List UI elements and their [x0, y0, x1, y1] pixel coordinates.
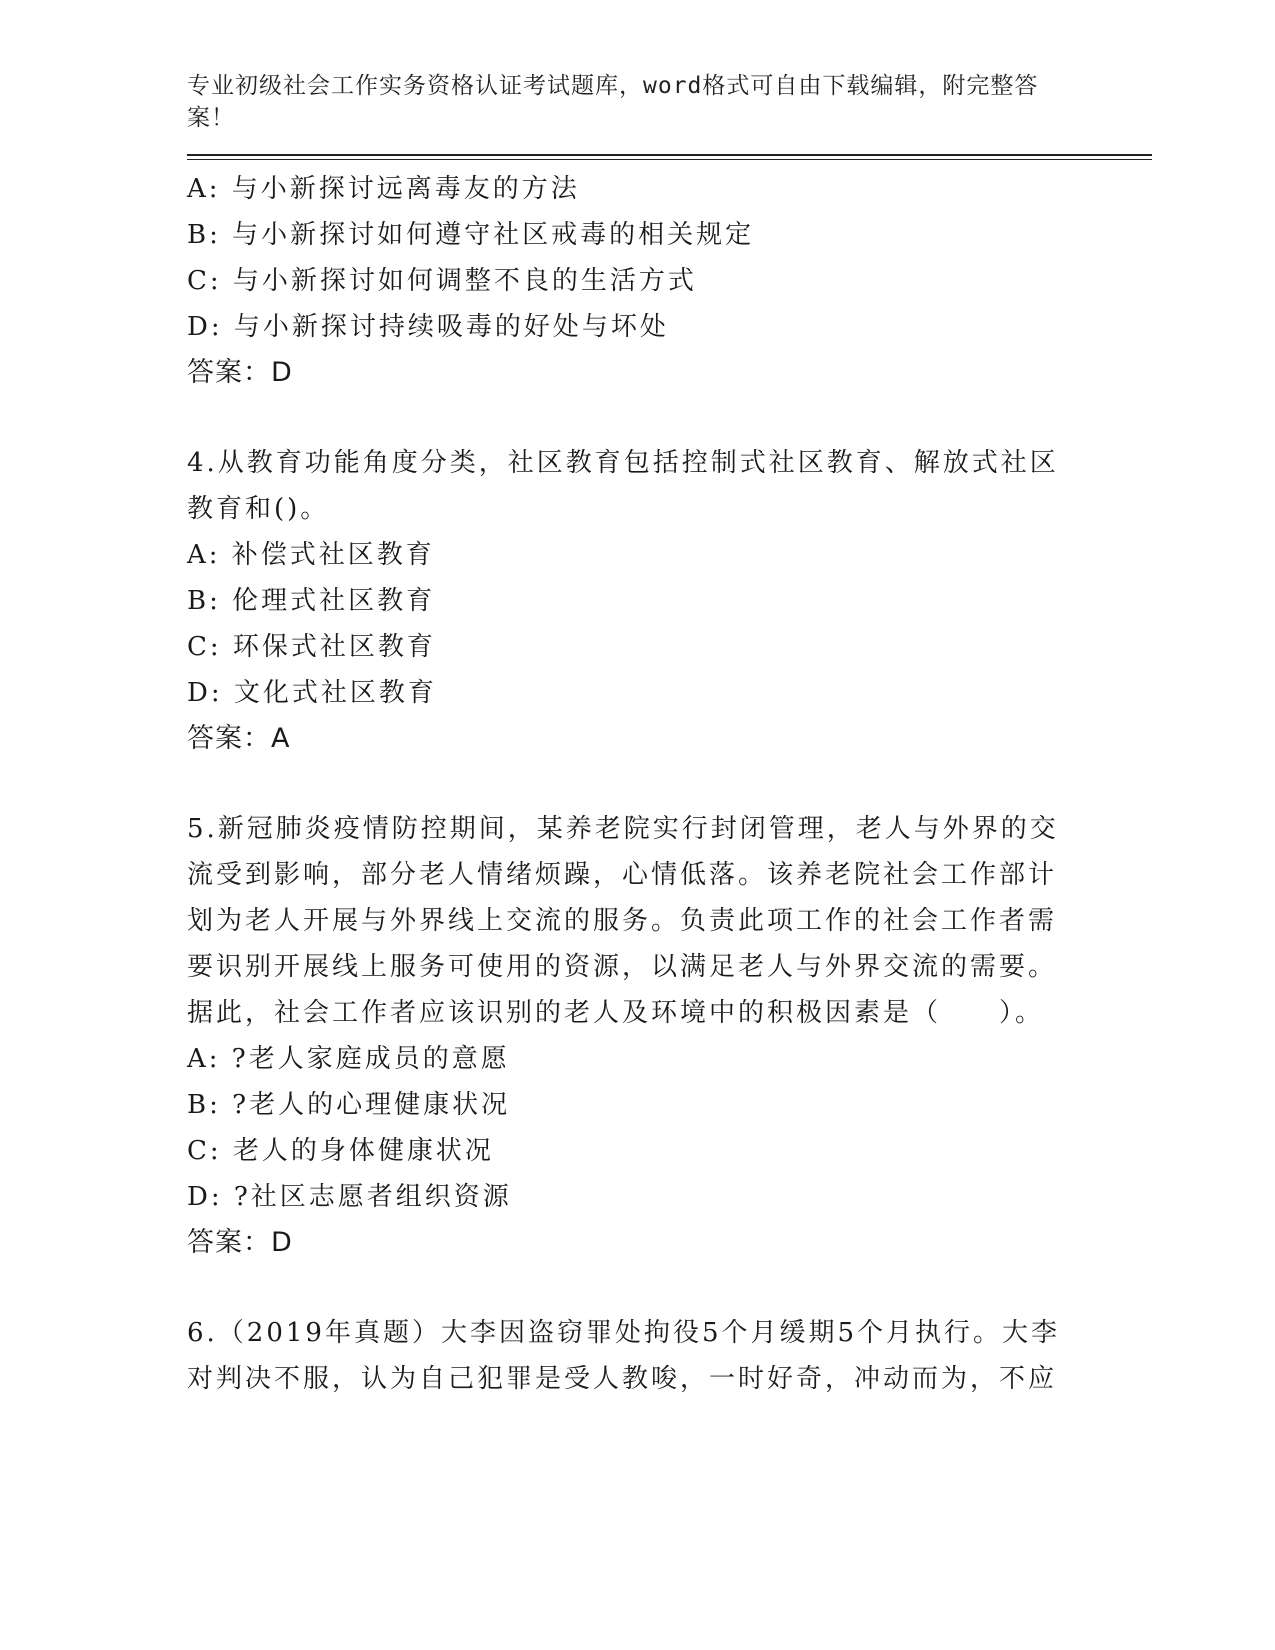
document-header: 专业初级社会工作实务资格认证考试题库，word格式可自由下载编辑，附完整答案！	[187, 73, 1039, 131]
option-c: C: 与小新探讨如何调整不良的生活方式	[187, 266, 697, 296]
option-a: A: ?老人家庭成员的意愿	[187, 1044, 510, 1074]
option-d: D: ?社区志愿者组织资源	[187, 1182, 512, 1212]
option-b: B: ?老人的心理健康状况	[187, 1090, 511, 1120]
header-divider	[187, 154, 1152, 160]
question-list	[187, 166, 1087, 1402]
question-block-4	[187, 440, 1087, 762]
option-d: D: 与小新探讨持续吸毒的好处与坏处	[187, 312, 669, 342]
option-a: A: 补偿式社区教育	[187, 540, 435, 570]
option-b: B: 与小新探讨如何遵守社区戒毒的相关规定	[187, 220, 755, 250]
option-c: C: 老人的身体健康状况	[187, 1136, 494, 1166]
option-b: B: 伦理式社区教育	[187, 586, 436, 616]
question-text: 5.新冠肺炎疫情防控期间，某养老院实行封闭管理，老人与外界的交流受到影响，部分老人情绪烦躁，心情低落。该养老院社会工作部计划为老人开展与外界线上交流的服务。负责此项工作的社会工作者需要识别开展线上服务可使用的资源，以满足老人与外界交流的需要。据此，社会工作者应该识别的老人及环境中的积极因素是（ ）。	[187, 814, 1059, 1028]
question-text: 6.（2019年真题）大李因盗窃罪处拘役5个月缓期5个月执行。大李对判决不服，认为自己犯罪是受人教唆，一时好奇，冲动而为，不应	[187, 1318, 1061, 1394]
option-d: D: 文化式社区教育	[187, 678, 437, 708]
question-text: 4.从教育功能角度分类，社区教育包括控制式社区教育、解放式社区教育和()。	[187, 448, 1059, 524]
option-c: C: 环保式社区教育	[187, 632, 436, 662]
document-page	[187, 70, 1087, 1402]
question-block-3	[187, 166, 1087, 396]
question-block-5	[187, 806, 1087, 1266]
option-a: A: 与小新探讨远离毒友的方法	[187, 174, 580, 204]
question-block-6	[187, 1310, 1087, 1402]
answer-label: 答案：D	[187, 1227, 293, 1258]
answer-label: 答案：D	[187, 357, 293, 388]
answer-label: 答案：A	[187, 723, 291, 754]
